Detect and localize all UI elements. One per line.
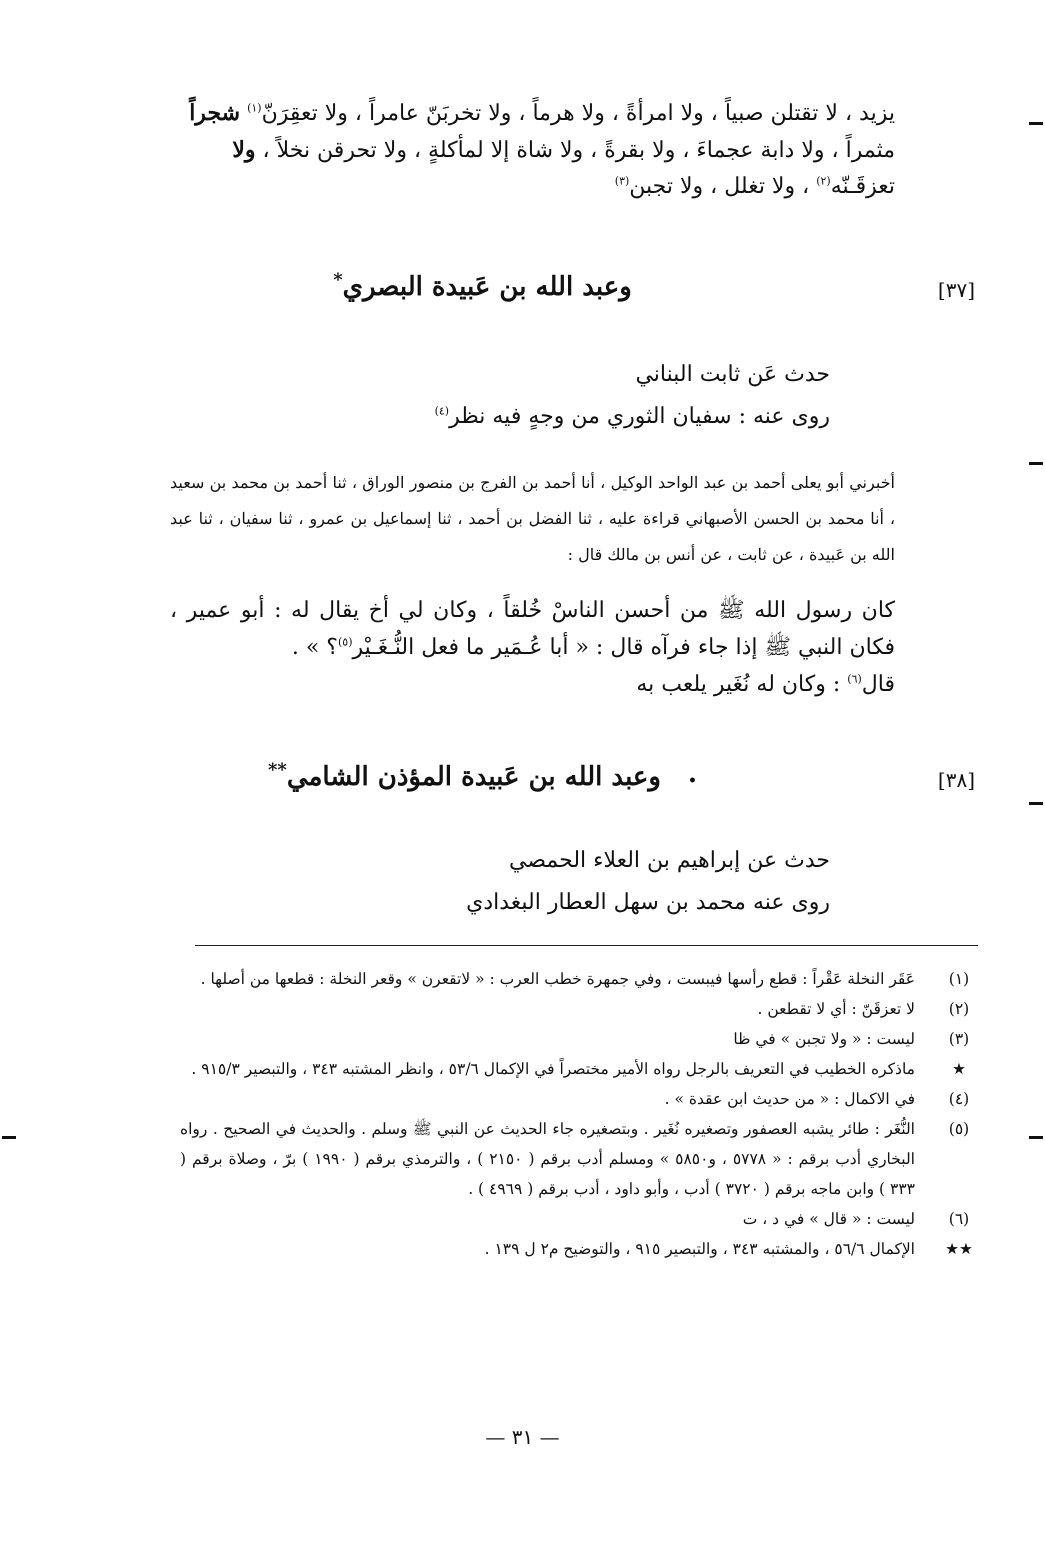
footnote-text: ماذكره الخطيب في التعريف بالرجل رواه الأمير مختصراً في الإكمال ٥٣/٦ ، وانظر المشتبه ٣٤٣ ، والتبصير ٩١٥/٣ . [191, 1060, 915, 1078]
footnote [180, 1114, 985, 1204]
narrated-by-line [200, 396, 830, 438]
hadith-body: ؟ » . [291, 635, 338, 660]
entry-title [150, 759, 815, 792]
entry-title-text: وعبد الله بن عَبيدة البصري [342, 272, 632, 302]
footnote-mark: ★★ [945, 1240, 973, 1258]
footnote-mark: (٢) [948, 1000, 970, 1018]
footnote-marker: (٦) [847, 672, 862, 686]
opening-bold-word: شجراً [189, 100, 241, 126]
opening-text: يزيد ، لا تقتلن صبياً ، ولا امرأةً ، ولا هرماً ، ولا تخربَنّ عامراً ، ولا تعقِرَنّ [261, 101, 895, 126]
margin-mark [2, 1136, 16, 1139]
footnotes [180, 964, 985, 1264]
margin-mark [1029, 1136, 1043, 1139]
opening-text: تعزقَـنّه [830, 174, 895, 199]
footnote-marker: (٤) [434, 404, 450, 418]
entry-header-37 [150, 269, 975, 312]
entry-number: [٣٨] [937, 768, 975, 792]
hadith-body: قال [861, 672, 895, 697]
opening-line [150, 169, 895, 205]
footnote [180, 1204, 985, 1234]
hadith-text [170, 592, 895, 703]
page-number-text: — ٣١ — [485, 1425, 560, 1449]
footnote-text: عَقَر النخلة عَقْراً : قطع رأسها فيبست ، وفي جمهرة خطب العرب : « لاتقعرن » وقعر النخلة : قطعها من أصلها . [200, 970, 915, 988]
footnote-marker: * [333, 269, 343, 291]
hadith-body: كان رسول الله ﷺ من أحسن الناسْ خُلقاً ، وكان لي أخ يقال له : أبو عمير ، فكان النبي ﷺ إذا جاء فرآه قال : « أبا عُـمَير ما فعل النُّـغَـيْر [170, 598, 895, 660]
footnote-text: ليست : « ولا تجبن » في ظا [733, 1030, 915, 1048]
footnote-marker: (٣) [614, 174, 630, 188]
footnote [180, 1084, 985, 1114]
footnote-text: النُّغَر : طائر يشبه العصفور وتصغيره نُغَير . وبتصغيره جاء الحديث عن النبي ﷺ وسلم . والحديث في الصحيح . رواه البخاري أدب برقم : « ٥٧٧٨ ، و٥٨٥٠ » ومسلم أدب برقم ( ٢١٥٠ ) ، والترمذي برقم ( ١٩٩٠ ) برّ ، وصلاة برقم ( ٣٣٣ ) وابن ماجه برقم ( ٣٧٢٠ ) أدب ، وأبو داود ، أدب برقم ( ٤٩٦٩ ) . [180, 1120, 915, 1198]
footnote [180, 994, 985, 1024]
footnote-marker: (٥) [337, 635, 353, 649]
footnote-marker: (١) [247, 101, 262, 115]
footnote-separator [195, 945, 978, 946]
footnote-marker: ** [268, 759, 287, 781]
opening-text: مثمراً ، ولا دابة عجماءَ ، ولا بقرةً ، ولا شاة إلا لمأكلةٍ ، ولا تحرقن نخلاً ، [262, 138, 895, 163]
footnote-text: لا تعزقَنّ : أي لا تقطعن . [757, 1000, 915, 1018]
footnote-text: ليست : « قال » في د ، ت [742, 1210, 915, 1228]
footnote-mark: (٣) [948, 1030, 970, 1048]
entry-title [150, 269, 815, 302]
footnote-mark: (٥) [948, 1120, 970, 1138]
page-number [0, 1425, 1045, 1449]
opening-line [150, 95, 895, 132]
opening-text: ، ولا تغلل ، ولا تجبن [629, 174, 810, 199]
footnote [180, 964, 985, 994]
entry-header-38 [150, 759, 975, 802]
entry-number: [٣٧] [937, 278, 975, 302]
opening-paragraph [150, 95, 895, 205]
footnote-text: الإكمال ٥٦/٦ ، والمشتبه ٣٤٣ ، والتبصير ٩١٥ ، والتوضيح م٢ ل ١٣٩ . [484, 1240, 915, 1258]
footnote-mark: (٦) [948, 1210, 970, 1228]
hadith-body: : وكان له نُغَير يلعب به [636, 672, 848, 697]
footnote-mark: ★ [952, 1060, 966, 1078]
footnote-mark: (١) [948, 970, 970, 988]
opening-bold-word: ولا [232, 137, 256, 163]
narrator-block-38 [200, 840, 830, 924]
footnote [180, 1234, 985, 1264]
footnote [180, 1054, 985, 1084]
footnote [180, 1024, 985, 1054]
footnote-marker: (٢) [816, 174, 831, 188]
opening-line [150, 132, 895, 169]
narrator-block-37 [200, 354, 830, 438]
narrated-by: روى عنه : سفيان الثوري من وجهٍ فيه نظر [449, 404, 830, 429]
margin-mark [1029, 462, 1043, 465]
entry-title-text: وعبد الله بن عَبيدة المؤذن الشامي [286, 762, 661, 792]
margin-mark [1029, 802, 1043, 805]
margin-mark [1029, 122, 1043, 125]
narrated-from: حدث عن إبراهيم بن العلاء الحمصي [509, 848, 830, 873]
footnote-text: في الاكمال : « من حديث ابن عقدة » . [664, 1090, 915, 1108]
isnad-chain: أخبرني أبو يعلى أحمد بن عبد الواحد الوكيل ، أنا أحمد بن الفرج بن منصور الوراق ، ثنا أحمد بن محمد بن سعيد ، أنا محمد بن الحسن الأصبهاني قراءة عليه ، ثنا الفضل بن أحمد ، ثنا إسماعيل بن عمرو ، ثنا سفيان ، ثنا عبد الله بن عَبيدة ، عن ثابت ، عن أنس بن مالك قال : [170, 473, 896, 564]
entry-dot: • [688, 773, 697, 789]
narrated-by: روى عنه محمد بن سهل العطار البغدادي [466, 890, 830, 915]
narrated-from: حدث عَن ثابت البناني [635, 362, 830, 387]
footnote-mark: (٤) [948, 1090, 970, 1108]
